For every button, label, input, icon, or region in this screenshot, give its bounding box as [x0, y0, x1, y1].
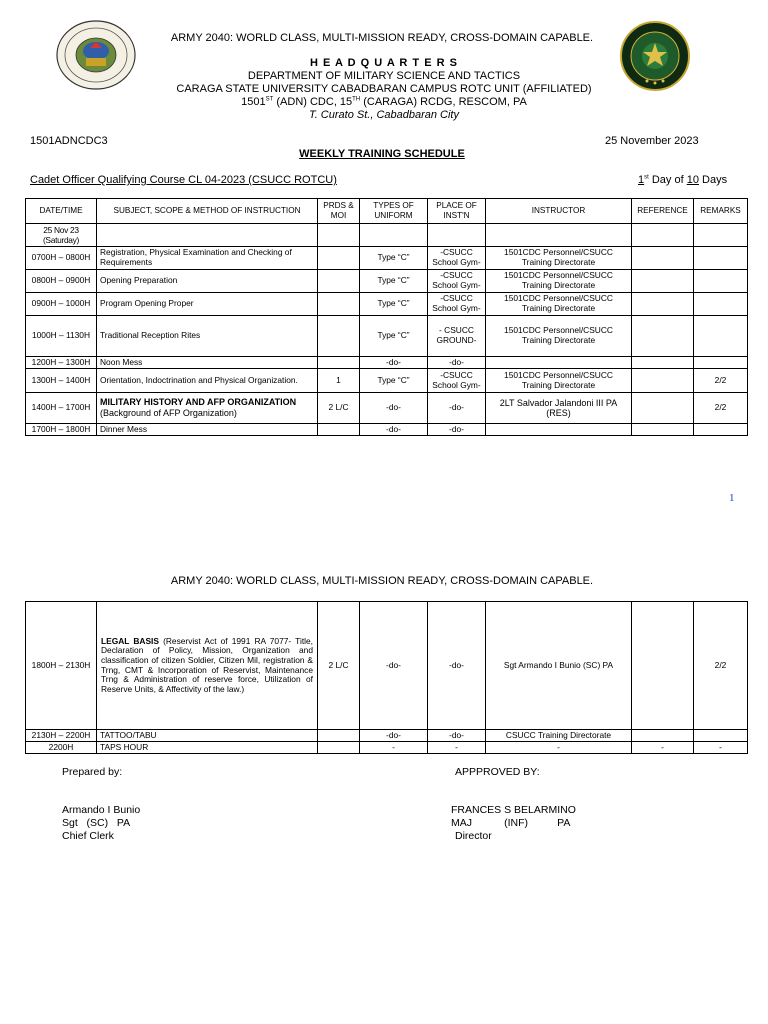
day-total: 10: [686, 174, 699, 186]
prepared-by-name: Armando I Bunio: [62, 804, 141, 816]
cdc-line-a: 1501: [241, 96, 266, 108]
time-cell: 1200H – 1300H: [26, 357, 97, 369]
time-cell: 0700H – 0800H: [26, 247, 97, 270]
remarks-cell: 2/2: [694, 369, 748, 393]
place-cell: -CSUCC School Gym-: [428, 247, 486, 270]
document-title: WEEKLY TRAINING SCHEDULE: [299, 148, 465, 160]
day-suffix: st: [644, 174, 649, 181]
place-cell: -do-: [428, 730, 486, 742]
page-number: 1: [729, 492, 735, 504]
instructor-cell: 1501CDC Personnel/CSUCC Training Directorate: [486, 293, 632, 316]
prds-cell: [318, 270, 360, 293]
reference-cell: [632, 316, 694, 357]
time-cell: 1700H – 1800H: [26, 424, 97, 436]
reference-cell: [632, 270, 694, 293]
table-cell: [632, 224, 694, 247]
col-header-place: PLACE OF INST'N: [428, 199, 486, 224]
date-row: [26, 224, 748, 247]
table-cell: [428, 224, 486, 247]
place-cell: -CSUCC School Gym-: [428, 369, 486, 393]
subject-cell: Noon Mess: [97, 357, 318, 369]
uniform-cell: Type “C”: [360, 316, 428, 357]
table-row: [26, 424, 748, 436]
col-header-remarks: REMARKS: [694, 199, 748, 224]
col-header-datetime: DATE/TIME: [26, 199, 97, 224]
time-cell: 2130H – 2200H: [26, 730, 97, 742]
cdc-line: [0, 96, 768, 109]
subject-cell: Opening Preparation: [97, 270, 318, 293]
remarks-cell: [694, 424, 748, 436]
place-cell: -do-: [428, 602, 486, 730]
prepared-by-title: Chief Clerk: [62, 830, 114, 842]
reference-cell: [632, 369, 694, 393]
col-header-uniform: TYPES OF UNIFORM: [360, 199, 428, 224]
cdc-line-c: (CARAGA) RCDG, RESCOM, PA: [360, 96, 527, 108]
table-cell: [360, 224, 428, 247]
reference-cell: [632, 293, 694, 316]
instructor-cell: 1501CDC Personnel/CSUCC Training Directorate: [486, 316, 632, 357]
document-date: 25 November 2023: [605, 135, 699, 147]
prds-cell: [318, 730, 360, 742]
remarks-cell: [694, 247, 748, 270]
cdc-line-sup2: TH: [352, 96, 361, 103]
place-cell: -CSUCC School Gym-: [428, 270, 486, 293]
approved-by-title: Director: [455, 830, 492, 842]
table-header-row: [26, 199, 748, 224]
subject-cell: [97, 393, 318, 424]
uniform-cell: Type “C”: [360, 270, 428, 293]
headquarters-title: H E A D Q U A R T E R S: [310, 57, 458, 69]
remarks-cell: [694, 270, 748, 293]
table-cell: [694, 224, 748, 247]
remarks-cell: [694, 293, 748, 316]
remarks-cell: 2/2: [694, 602, 748, 730]
approved-by-label: APPPROVED BY:: [455, 766, 540, 778]
instructor-cell: 1501CDC Personnel/CSUCC Training Directorate: [486, 270, 632, 293]
table-row: [26, 369, 748, 393]
prds-cell: 1: [318, 369, 360, 393]
table-row: [26, 270, 748, 293]
prds-cell: [318, 316, 360, 357]
approved-by-name: FRANCES S BELARMINO: [451, 804, 576, 816]
uniform-cell: Type “C”: [360, 247, 428, 270]
table-row: [26, 742, 748, 754]
subject-cell: Orientation, Indoctrination and Physical Organization.: [97, 369, 318, 393]
subject-bold-text: LEGAL BASIS: [101, 635, 159, 646]
table-row: [26, 293, 748, 316]
table-row: [26, 602, 748, 730]
prds-cell: [318, 424, 360, 436]
col-header-reference: REFERENCE: [632, 199, 694, 224]
prds-cell: 2 L/C: [318, 602, 360, 730]
instructor-cell: 1501CDC Personnel/CSUCC Training Directorate: [486, 247, 632, 270]
uniform-cell: -do-: [360, 602, 428, 730]
department-line: DEPARTMENT OF MILITARY SCIENCE AND TACTICS: [247, 70, 521, 82]
col-header-prds: PRDS & MOI: [318, 199, 360, 224]
header-motto: ARMY 2040: WORLD CLASS, MULTI-MISSION READY, CROSS-DOMAIN CAPABLE.: [170, 32, 594, 44]
instructor-cell: [486, 424, 632, 436]
remarks-cell: 2/2: [694, 393, 748, 424]
table-cell: [97, 224, 318, 247]
remarks-cell: [694, 357, 748, 369]
table-row: [26, 357, 748, 369]
reference-cell: [632, 393, 694, 424]
day-mid: Day of: [648, 174, 687, 186]
subject-cell: TAPS HOUR: [97, 742, 318, 754]
cdc-line-b: (ADN) CDC, 15: [273, 96, 353, 108]
place-cell: -: [428, 742, 486, 754]
reference-cell: [632, 602, 694, 730]
table-row: [26, 393, 748, 424]
instructor-cell: Sgt Armando I Bunio (SC) PA: [486, 602, 632, 730]
day-counter: [638, 174, 727, 186]
uniform-cell: Type “C”: [360, 293, 428, 316]
time-cell: 1400H – 1700H: [26, 393, 97, 424]
instructor-cell: CSUCC Training Directorate: [486, 730, 632, 742]
remarks-cell: [694, 730, 748, 742]
subject-cell: Registration, Physical Examination and Checking of Requirements: [97, 247, 318, 270]
uniform-cell: -do-: [360, 730, 428, 742]
day-end: Days: [698, 174, 728, 186]
date-cell: 25 Nov 23 (Saturday): [26, 224, 97, 247]
time-cell: 1800H – 2130H: [26, 602, 97, 730]
instructor-cell: 2LT Salvador Jalandoni III PA (RES): [486, 393, 632, 424]
approved-by-rank: MAJ (INF) PA: [451, 817, 571, 829]
col-header-subject: SUBJECT, SCOPE & METHOD OF INSTRUCTION: [97, 199, 318, 224]
reference-cell: [632, 424, 694, 436]
subject-bold-text: MILITARY HISTORY AND AFP ORGANIZATION: [100, 397, 297, 407]
uniform-cell: -do-: [360, 357, 428, 369]
col-header-instructor: INSTRUCTOR: [486, 199, 632, 224]
time-cell: 1000H – 1130H: [26, 316, 97, 357]
prds-cell: 2 L/C: [318, 393, 360, 424]
table-cell: [486, 224, 632, 247]
subject-cell: Traditional Reception Rites: [97, 316, 318, 357]
document-code: 1501ADNCDC3: [30, 135, 108, 147]
place-cell: -CSUCC School Gym-: [428, 293, 486, 316]
cdc-line-sup1: ST: [265, 96, 274, 103]
subject-text: (Reservist Act of 1991 RA 7077- Title, Declaration of Policy, Mission, Organization and classification of citizen Soldier, Citizen Mil, registration & Trng, CMT & Incorporation of Reservist, Maintenance Trng & Administration of reserve force, Utilization of Reserve Units, & Affectivity of the law.): [101, 635, 313, 694]
reference-cell: [632, 247, 694, 270]
uniform-cell: -do-: [360, 424, 428, 436]
place-cell: -do-: [428, 393, 486, 424]
instructor-cell: 1501CDC Personnel/CSUCC Training Directorate: [486, 369, 632, 393]
unit-line: CARAGA STATE UNIVERSITY CABADBARAN CAMPUS ROTC UNIT (AFFILIATED): [176, 83, 592, 95]
time-cell: 2200H: [26, 742, 97, 754]
table-cell: [318, 224, 360, 247]
place-cell: -do-: [428, 424, 486, 436]
subject-cell: Dinner Mess: [97, 424, 318, 436]
prds-cell: [318, 293, 360, 316]
course-name: Cadet Officer Qualifying Course CL 04-2023 (CSUCC ROTCU): [30, 174, 337, 186]
place-cell: -do-: [428, 357, 486, 369]
schedule-table-page2: [25, 601, 748, 754]
instructor-cell: [486, 357, 632, 369]
subject-cell: Program Opening Proper: [97, 293, 318, 316]
prepared-by-rank: Sgt (SC) PA: [62, 817, 131, 829]
schedule-table-page1: [25, 198, 748, 436]
subject-cell: [97, 602, 318, 730]
address-line: T. Curato St., Cabadbaran City: [308, 109, 459, 121]
uniform-cell: -: [360, 742, 428, 754]
prepared-by-label: Prepared by:: [62, 766, 123, 778]
table-row: [26, 247, 748, 270]
reference-cell: -: [632, 742, 694, 754]
day-number: 1: [638, 174, 645, 186]
remarks-cell: -: [694, 742, 748, 754]
page2-motto: ARMY 2040: WORLD CLASS, MULTI-MISSION READY, CROSS-DOMAIN CAPABLE.: [170, 575, 594, 587]
time-cell: 0900H – 1000H: [26, 293, 97, 316]
uniform-cell: Type “C”: [360, 369, 428, 393]
prds-cell: [318, 247, 360, 270]
reference-cell: [632, 357, 694, 369]
prds-cell: [318, 742, 360, 754]
instructor-cell: -: [486, 742, 632, 754]
time-cell: 0800H – 0900H: [26, 270, 97, 293]
reference-cell: [632, 730, 694, 742]
uniform-cell: -do-: [360, 393, 428, 424]
prds-cell: [318, 357, 360, 369]
table-row: [26, 316, 748, 357]
time-cell: 1300H – 1400H: [26, 369, 97, 393]
table-row: [26, 730, 748, 742]
subject-text: (Background of AFP Organization): [100, 408, 237, 418]
remarks-cell: [694, 316, 748, 357]
subject-cell: TATTOO/TABU: [97, 730, 318, 742]
place-cell: - CSUCC GROUND-: [428, 316, 486, 357]
